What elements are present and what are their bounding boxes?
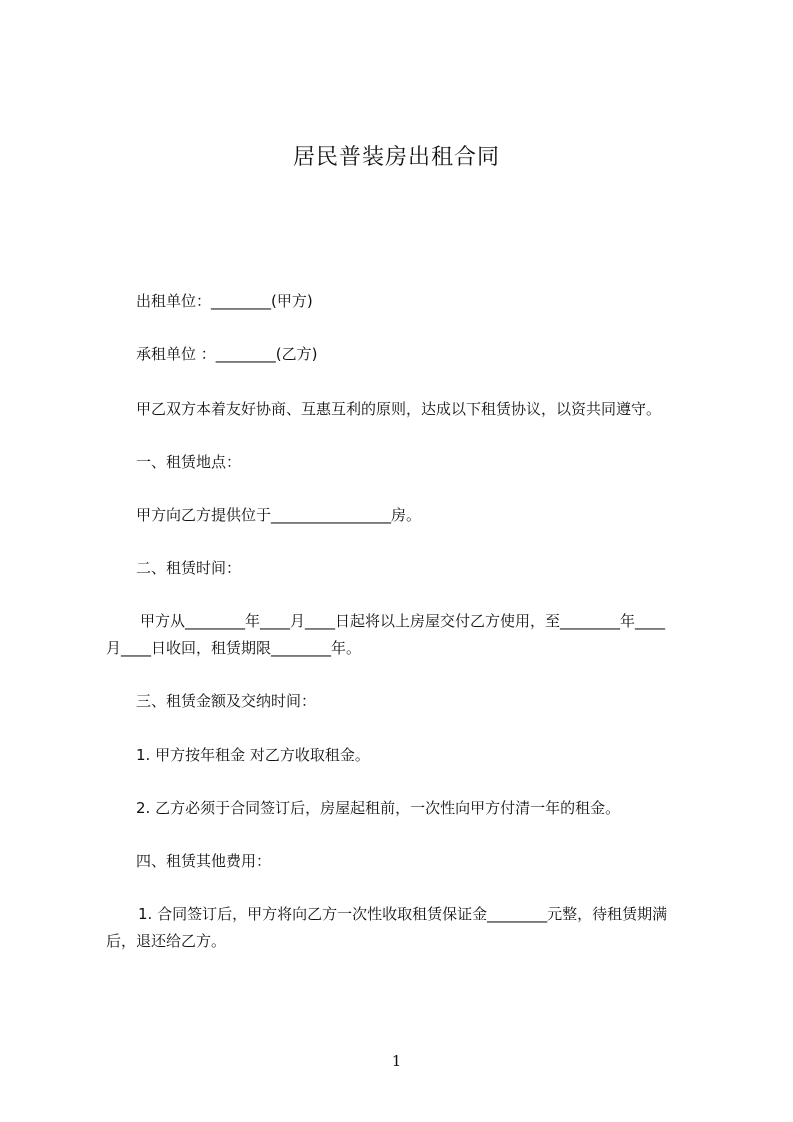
lessor-line: 出租单位：________(甲方): [136, 292, 313, 310]
preamble-paragraph: 甲乙双方本着友好协商、互惠互利的原则，达成以下租赁协议，以资共同遵守。: [136, 400, 662, 418]
section-2-body-line-1: 甲方从________年____月____日起将以上房屋交付乙方使用，至________年____: [140, 612, 666, 630]
page-number: 1: [391, 1052, 402, 1070]
lessee-line: 承租单位 ：________(乙方): [136, 345, 318, 363]
section-2-heading: 二、租赁时间：: [136, 559, 242, 577]
document-title: 居民普装房出租合同: [292, 145, 500, 170]
section-4-item-1-line-1: 1. 合同签订后，甲方将向乙方一次性收取租赁保证金________元整，待租赁期满: [138, 905, 668, 923]
section-2-body-line-2: 月____日收回，租赁期限________年。: [106, 639, 362, 657]
section-4-heading: 四、租赁其他费用：: [136, 852, 272, 870]
section-3-item-2: 2. 乙方必须于合同签订后，房屋起租前，一次性向甲方付清一年的租金。: [136, 799, 621, 817]
section-3-item-1: 1. 甲方按年租金 对乙方收取租金。: [136, 746, 370, 764]
section-3-heading: 三、租赁金额及交纳时间：: [136, 692, 317, 710]
section-1-heading: 一、租赁地点：: [136, 453, 242, 471]
section-4-item-1-line-2: 后，退还给乙方。: [106, 932, 227, 950]
section-1-body: 甲方向乙方提供位于________________房。: [136, 506, 422, 524]
